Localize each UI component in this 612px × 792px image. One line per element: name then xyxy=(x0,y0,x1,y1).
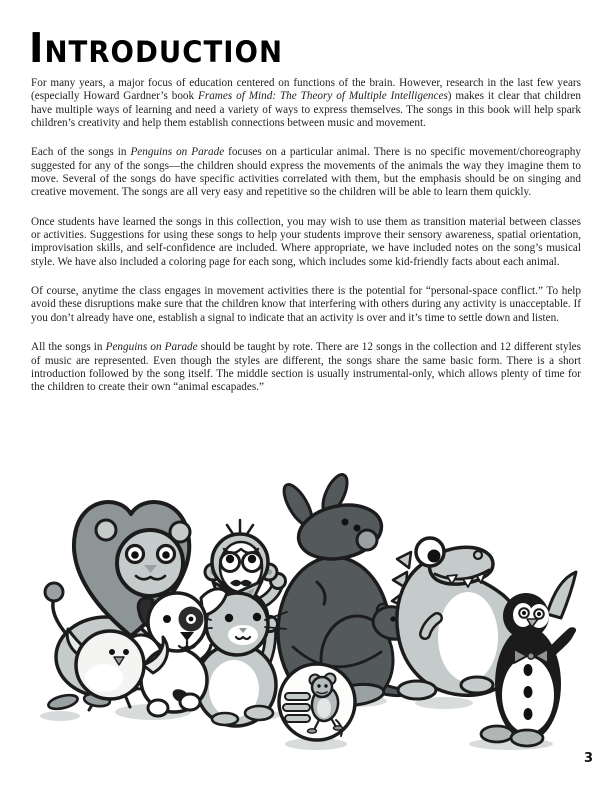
paragraph: Of course, anytime the class engages in movement activities there is the potential for “personal-space conflict.” To help avoid these disruptions make sure that the children know that interfering with others during any activity is unacceptable. If you don’t already have one, establish a signal to indicate that an activity is over and it’s time to settle down and listen. xyxy=(31,285,581,324)
paragraph: Once students have learned the songs in this collection, you may wish to use them as transition material between classes or activities. Suggestions for using these songs to help your students improve their sensory awareness, spatial orientation, improvisation skills, and self-confidence are included. Where appropriate, we have included notes on the song’s musical style. We have also included a coloring page for each song, which includes some kid-friendly facts about each animal. xyxy=(31,215,581,268)
paragraph: Each of the songs in Penguins on Parade focuses on a particular animal. There is no specific movement/choreography suggested for any of the songs—the children should express the movements of the animals the way they imagine them to move. Several of the songs do have specific activities correlated with them, but the emphasis should be on singing and creative movement. The songs are all very easy and repetitive so the children will be able to learn them quickly. xyxy=(31,146,581,199)
body-text xyxy=(31,77,581,411)
paragraph: All the songs in Penguins on Parade should be taught by rote. There are 12 songs in the collection and 12 different styles of music are represented. Even though the styles are different, the songs share the same basic form. There is a short introduction followed by the song itself. The middle section is usually instrumental-only, which allows plenty of time for the children to create their own “animal escapades.” xyxy=(31,341,581,394)
page-number: 3 xyxy=(583,751,593,766)
mouse-in-ball-illustration xyxy=(279,664,355,750)
paragraph: For many years, a major focus of education centered on functions of the brain. However, research in the last few years (especially Howard Gardner’s book Frames of Mind: The Theory of Multiple Intelligences) makes it clear that children have multiple ways of learning and need a variety of ways to express themselves. The songs in this book will help spark children’s creativity and help them establish connections between music and movement. xyxy=(31,77,581,130)
page-title: INTRODUCTION xyxy=(29,24,284,72)
animal-group-illustration xyxy=(31,452,581,777)
